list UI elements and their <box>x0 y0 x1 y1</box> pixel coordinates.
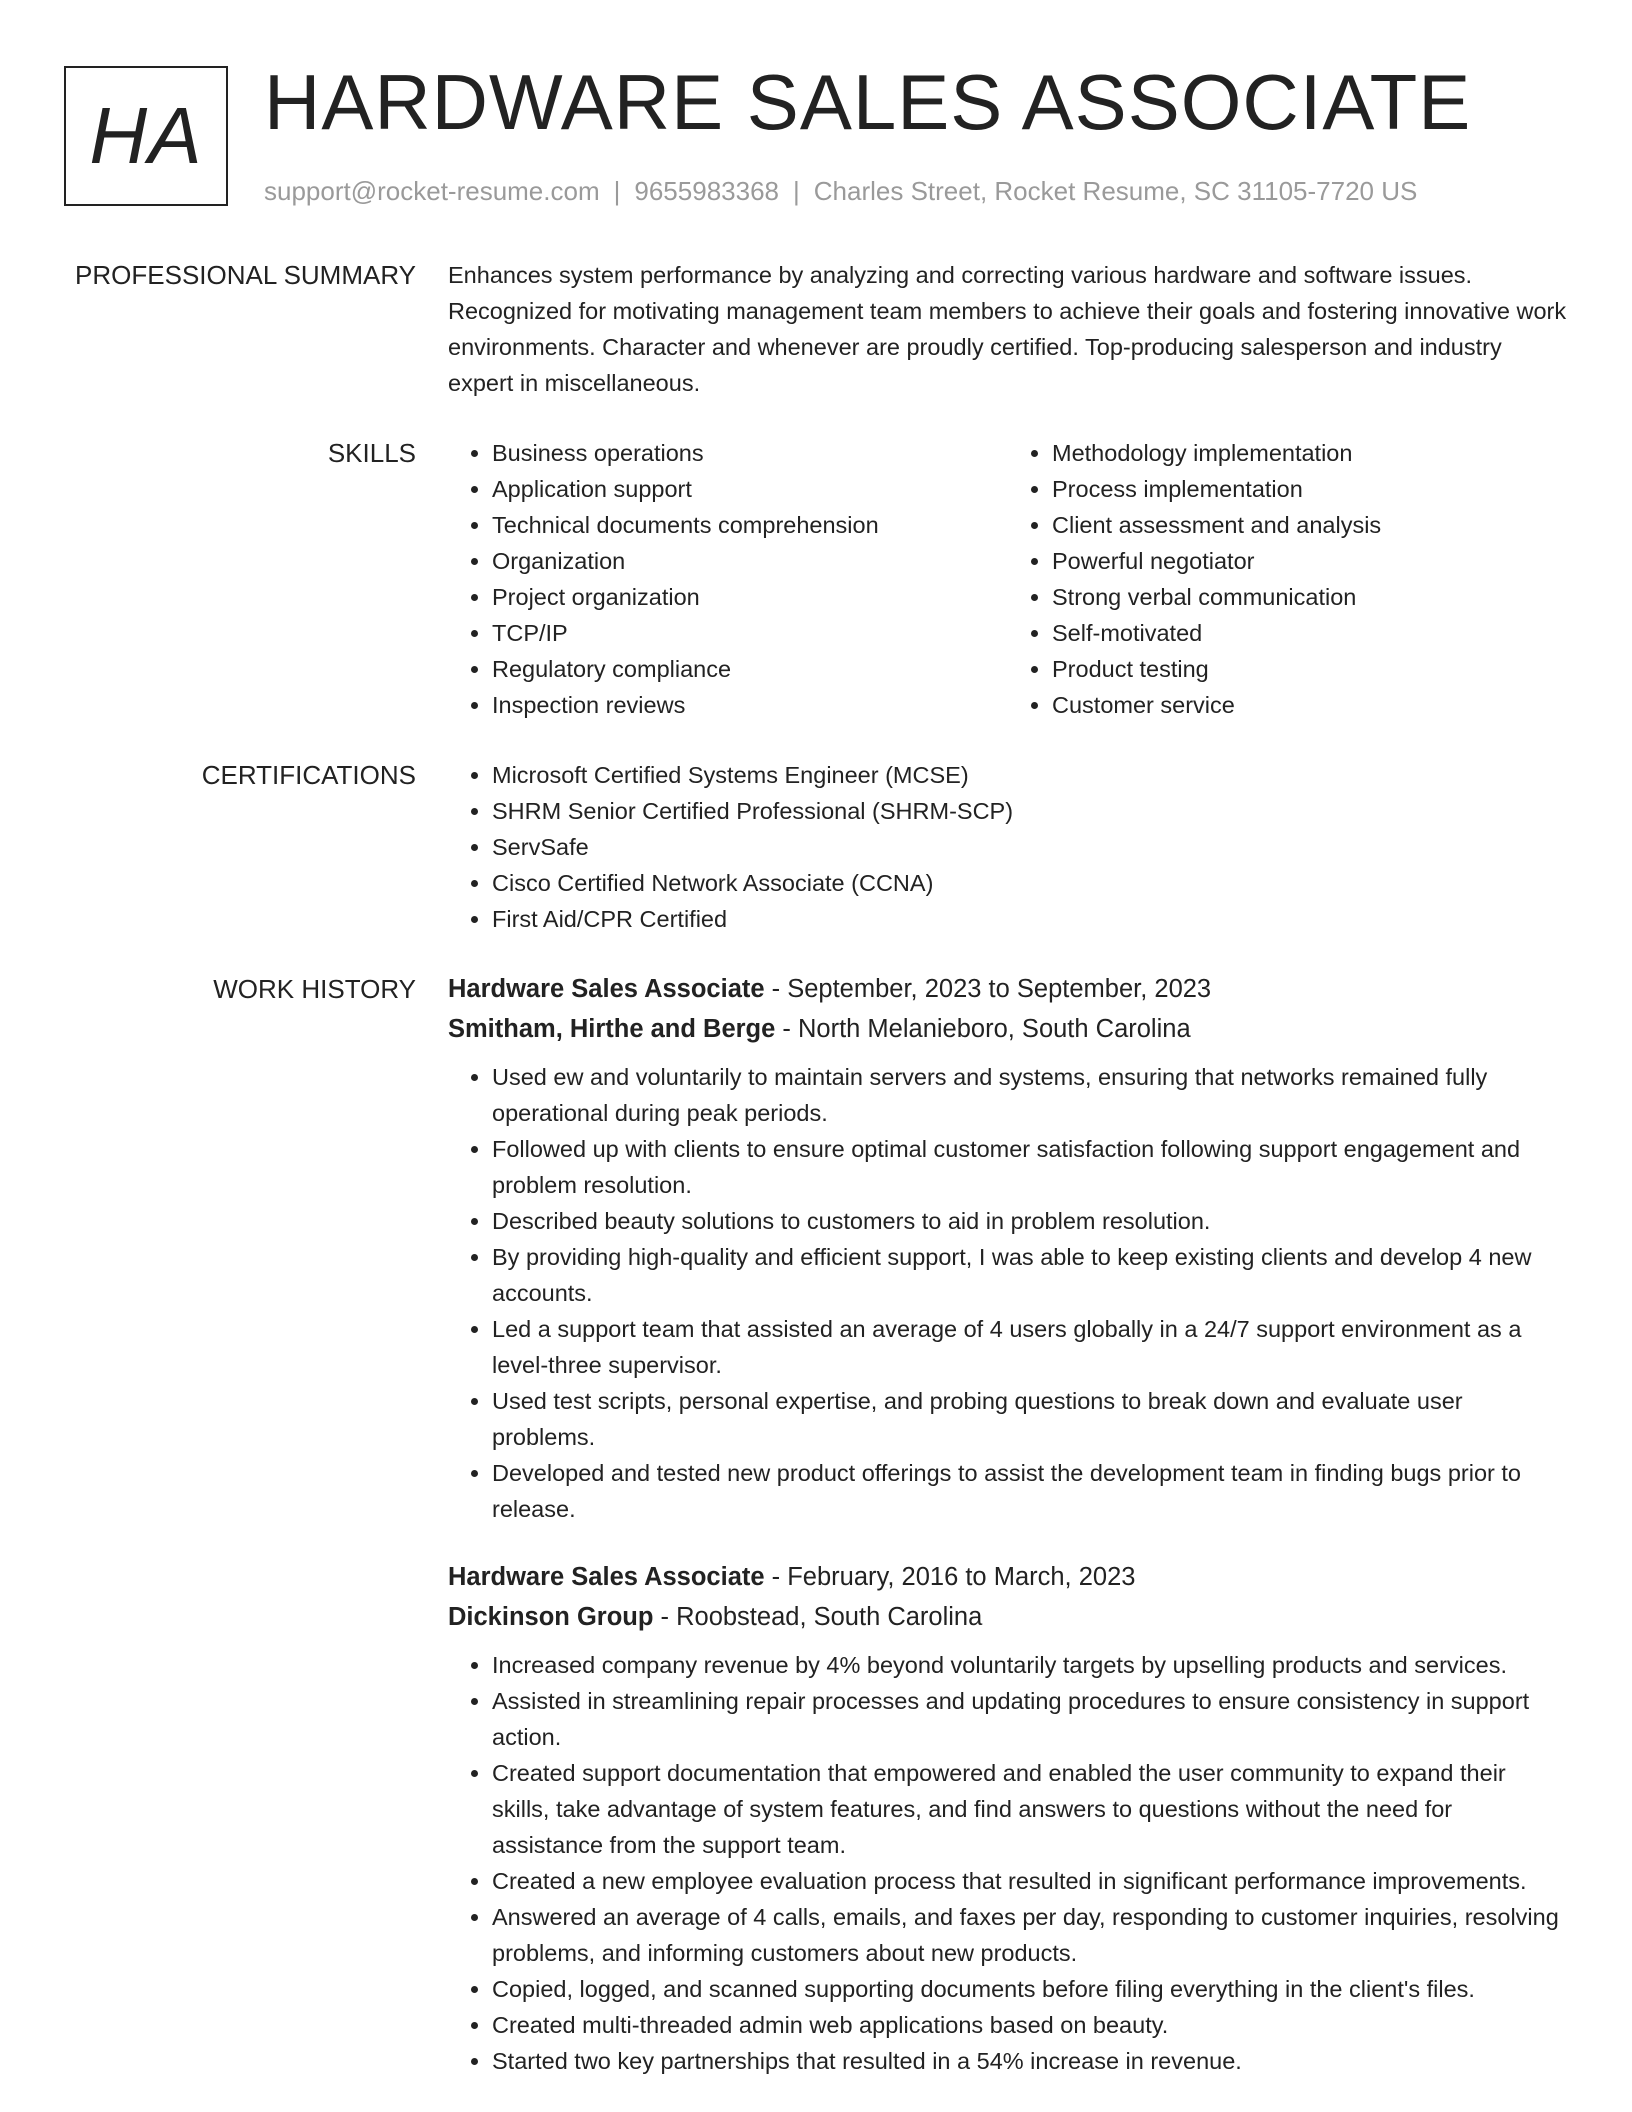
certification-item: • First Aid/CPR Certified <box>492 901 1568 937</box>
job-bullet: • Started two key partnerships that resulted in a 54% increase in revenue. <box>492 2043 1568 2079</box>
job-bullets <box>448 1647 1568 2079</box>
skill-item: • Process implementation <box>1052 471 1568 507</box>
job-company: Dickinson Group <box>448 1603 654 1631</box>
contact-address: Charles Street, Rocket Resume, SC 31105-7720 US <box>813 176 1418 206</box>
contact-line <box>264 174 1417 208</box>
job-bullet: • Developed and tested new product offerings to assist the development team in finding bugs prior to release. <box>492 1455 1568 1527</box>
job-bullet: • Assisted in streamlining repair processes and updating procedures to ensure consistency in support action. <box>492 1683 1568 1755</box>
job-bullet: • Described beauty solutions to customers to aid in problem resolution. <box>492 1203 1568 1239</box>
work-history-heading: WORK HISTORY <box>213 974 416 1004</box>
contact-phone[interactable]: 9655983368 <box>634 176 779 206</box>
summary-text: Enhances system performance by analyzing and correcting various hardware and software issues. Recognized for motivating management team members to achieve their goals and fostering innovative work environments. Character and whenever are proudly certified. Top-producing salesperson and industry expert in miscellaneous. <box>448 262 1567 396</box>
certifications-heading: CERTIFICATIONS <box>201 760 416 790</box>
job-bullet: • Followed up with clients to ensure optimal customer satisfaction following support engagement and problem resolution. <box>492 1131 1568 1203</box>
skills-list-right <box>1008 435 1568 723</box>
job-title: Hardware Sales Associate <box>448 1563 765 1591</box>
certifications-list <box>448 757 1568 937</box>
skill-item: • Client assessment and analysis <box>1052 507 1568 543</box>
job-dates: - February, 2016 to March, 2023 <box>764 1563 1136 1591</box>
job-bullet: • Created multi-threaded admin web applications based on beauty. <box>492 2007 1568 2043</box>
job-bullet: • Increased company revenue by 4% beyond voluntarily targets by upselling products and services. <box>492 1647 1568 1683</box>
skills-heading: SKILLS <box>327 438 416 468</box>
resume-title: HARDWARE SALES ASSOCIATE <box>264 58 1472 146</box>
skill-item: • TCP/IP <box>492 615 1008 651</box>
skill-item: • Project organization <box>492 579 1008 615</box>
skill-item: • Organization <box>492 543 1008 579</box>
monogram-text: HA <box>89 91 203 180</box>
contact-separator: | <box>613 176 621 206</box>
job-entry <box>448 1557 1568 2079</box>
job-bullet: • Copied, logged, and scanned supporting documents before filing everything in the client's files. <box>492 1971 1568 2007</box>
skill-item: • Strong verbal communication <box>1052 579 1568 615</box>
certification-item: • Cisco Certified Network Associate (CCNA) <box>492 865 1568 901</box>
skill-item: • Self-motivated <box>1052 615 1568 651</box>
contact-separator: | <box>793 176 800 206</box>
job-bullets <box>448 1059 1568 1527</box>
job-bullet: • By providing high-quality and efficient support, I was able to keep existing clients and develop 4 new accounts. <box>492 1239 1568 1311</box>
job-bullet: • Answered an average of 4 calls, emails, and faxes per day, responding to customer inquiries, resolving problems, and informing customers about new products. <box>492 1899 1568 1971</box>
job-bullet: • Created support documentation that empowered and enabled the user community to expand their skills, take advantage of system features, and find answers to questions without the need for assistance from the support team. <box>492 1755 1568 1863</box>
skill-item: • Regulatory compliance <box>492 651 1008 687</box>
certification-item: • SHRM Senior Certified Professional (SHRM-SCP) <box>492 793 1568 829</box>
job-company-line <box>448 1597 1568 1637</box>
skill-item: • Powerful negotiator <box>1052 543 1568 579</box>
skill-item: • Business operations <box>492 435 1008 471</box>
job-bullet: • Led a support team that assisted an average of 4 users globally in a 24/7 support environment as a level-three supervisor. <box>492 1311 1568 1383</box>
job-title-line <box>448 969 1568 1009</box>
job-entry <box>448 969 1568 1527</box>
job-location: - Roobstead, South Carolina <box>653 1603 983 1631</box>
job-title: Hardware Sales Associate <box>448 975 765 1003</box>
certification-item: • ServSafe <box>492 829 1568 865</box>
skills-list-left <box>448 435 1008 723</box>
job-company-line <box>448 1009 1568 1049</box>
certification-item: • Microsoft Certified Systems Engineer (MCSE) <box>492 757 1568 793</box>
job-bullet: • Created a new employee evaluation process that resulted in significant performance improvements. <box>492 1863 1568 1899</box>
skill-item: • Inspection reviews <box>492 687 1008 723</box>
skill-item: • Customer service <box>1052 687 1568 723</box>
job-title-line <box>448 1557 1568 1597</box>
summary-heading: PROFESSIONAL SUMMARY <box>75 260 416 290</box>
job-bullet: • Used ew and voluntarily to maintain servers and systems, ensuring that networks remained fully operational during peak periods. <box>492 1059 1568 1131</box>
job-location: - North Melanieboro, South Carolina <box>775 1015 1191 1043</box>
job-bullet: • Used test scripts, personal expertise, and probing questions to break down and evaluate user problems. <box>492 1383 1568 1455</box>
skill-item: • Product testing <box>1052 651 1568 687</box>
skill-item: • Methodology implementation <box>1052 435 1568 471</box>
contact-email[interactable]: support@rocket-resume.com <box>264 176 600 206</box>
skill-item: • Technical documents comprehension <box>492 507 1008 543</box>
job-dates: - September, 2023 to September, 2023 <box>764 975 1212 1003</box>
skill-item: • Application support <box>492 471 1008 507</box>
monogram-badge <box>64 66 228 206</box>
job-company: Smitham, Hirthe and Berge <box>448 1015 776 1043</box>
